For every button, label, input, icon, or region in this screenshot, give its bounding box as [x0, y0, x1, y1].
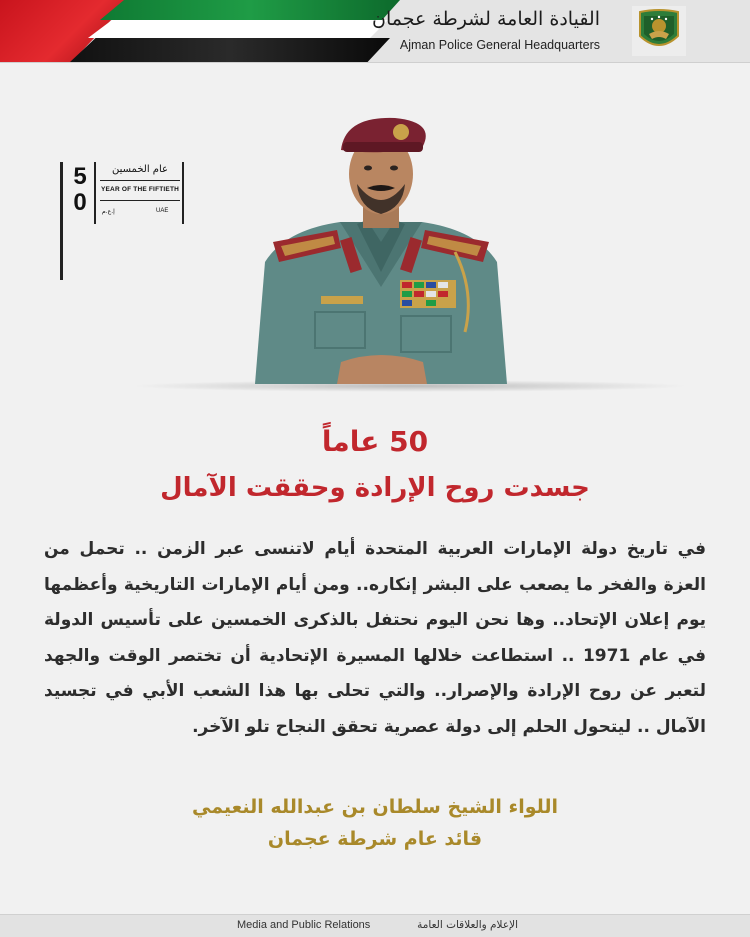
- logo-code-arabic: إ.ع.م: [102, 208, 115, 215]
- flag-green-stripe: [100, 0, 400, 20]
- logo-divider: [94, 162, 96, 224]
- logo-bar: [60, 162, 63, 280]
- footer-bar: [0, 914, 750, 937]
- ajman-police-emblem-icon: [632, 6, 686, 56]
- logo-title-english: YEAR OF THE FIFTIETH: [100, 186, 180, 193]
- headline-line-1: 50 عاماً: [321, 425, 429, 458]
- logo-divider: [182, 162, 184, 224]
- logo-code-english: UAE: [156, 208, 169, 214]
- headline-line-2: جسدت روح الإرادة وحققت الآمال: [160, 473, 590, 503]
- logo-title-arabic: عام الخمسين: [112, 164, 168, 175]
- header-bar: [0, 0, 750, 63]
- logo-digits-text: 50: [73, 163, 87, 216]
- footer-dept-arabic: الإعلام والعلاقات العامة: [417, 919, 518, 931]
- body-paragraph: في تاريخ دولة الإمارات العربية المتحدة أيام لاتنسى عبر الزمن .. تحمل من العزة والفخر ما يصعب على البشر إنكاره.. ومن أيام الإمارات التاريخية وأعظمها يوم إعلان الإتحاد.. وها نحن اليوم نحتفل بالذكرى الخمسين على تأسيس الدولة في عام 1971 .. استطاعت خلالها المسيرة الإتحادية أن تختصر الوقت والجهد لتعبر عن روح الإرادة والإصرار.. والتي تحلى بها هذا الشعب الأبي في تجسيد الآمال .. ليتحول الحلم إلى دولة عصرية تحقق النجاح تلو الآخر.: [44, 539, 706, 737]
- flag-black-stripe: [70, 38, 390, 62]
- footer-dept-english: Media and Public Relations: [237, 919, 371, 931]
- flag-white-stripe: [88, 20, 388, 38]
- logo-rule: [100, 200, 180, 201]
- year-of-fiftieth-logo: [60, 162, 190, 280]
- commander-portrait: [245, 112, 517, 384]
- org-name-arabic: القيادة العامة لشرطة عجمان: [372, 8, 600, 30]
- signature-title: قائد عام شرطة عجمان: [267, 828, 483, 850]
- signature-name: اللواء الشيخ سلطان بن عبدالله النعيمي: [191, 796, 559, 818]
- org-name-english: Ajman Police General Headquarters: [399, 38, 600, 52]
- logo-rule: [100, 180, 180, 181]
- logo-digits: [70, 164, 90, 216]
